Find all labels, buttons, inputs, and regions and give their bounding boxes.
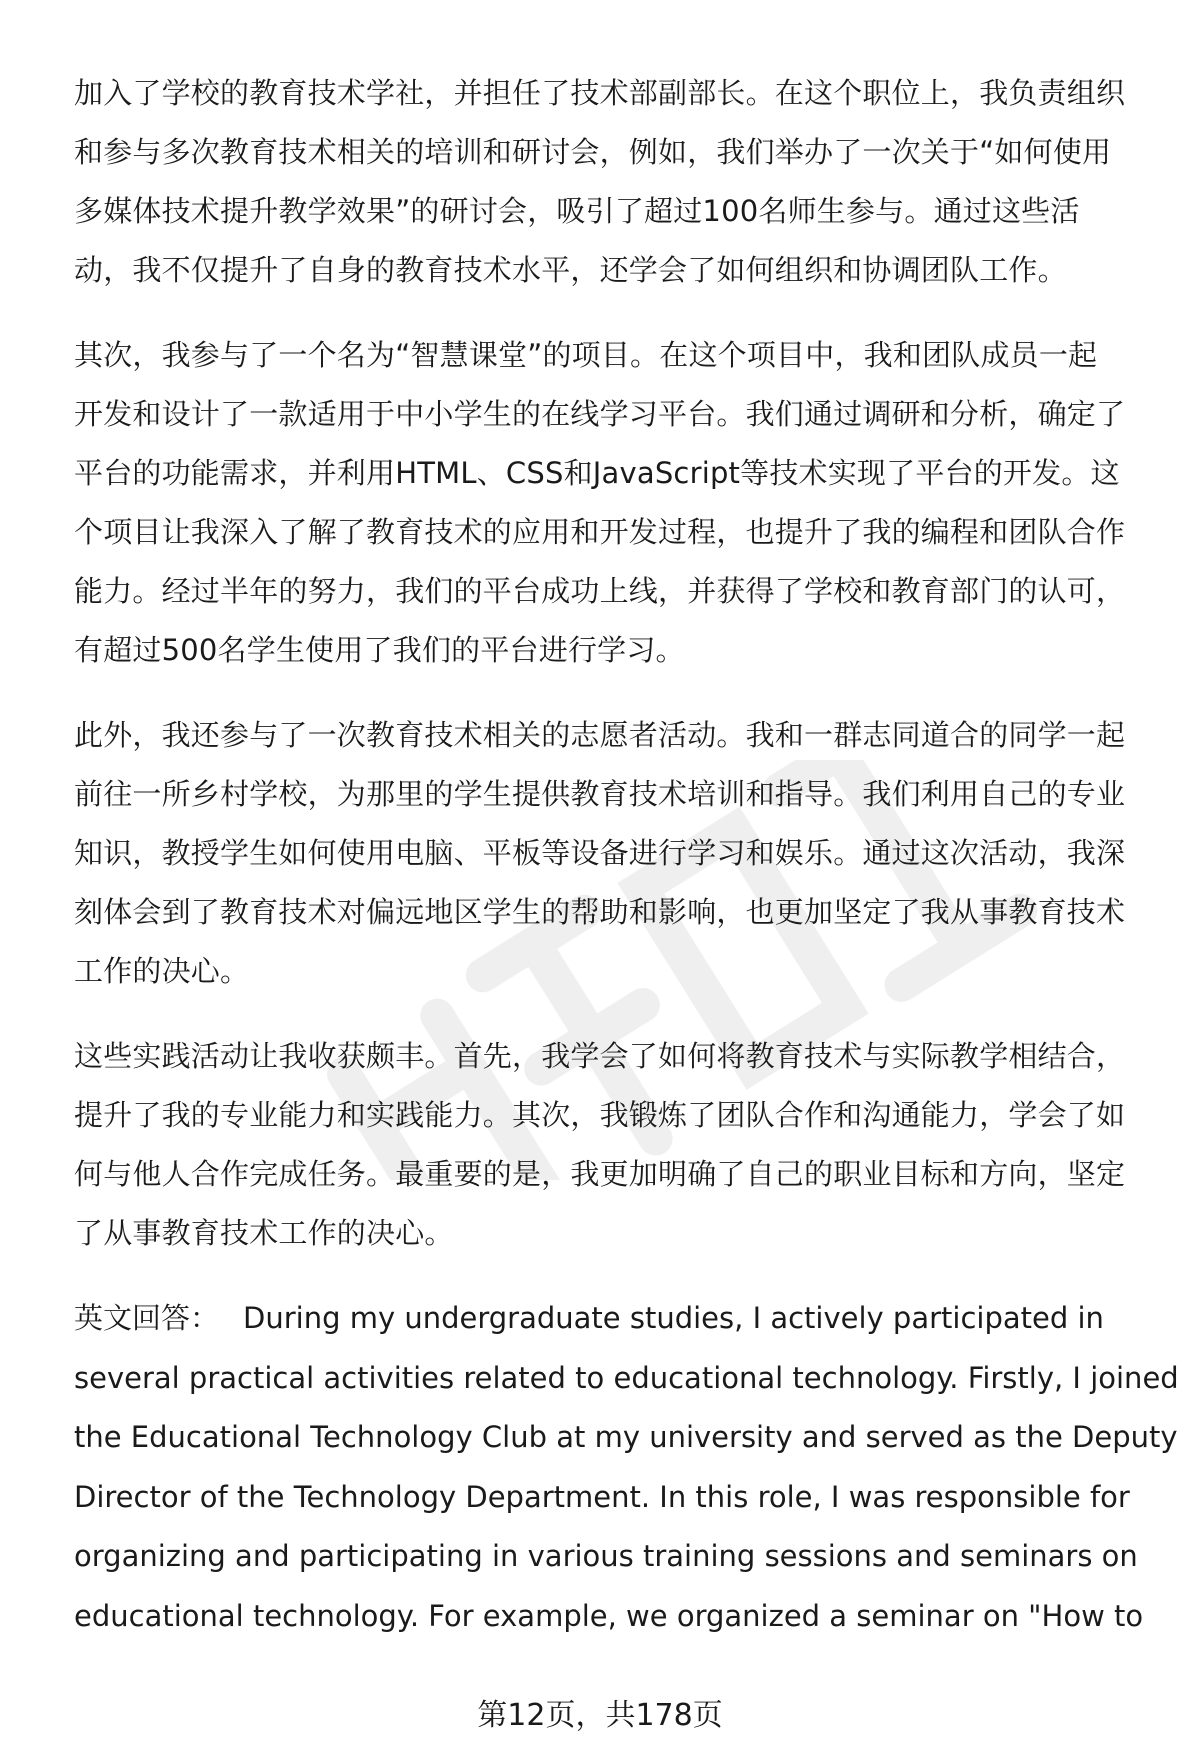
document-page bbox=[74, 64, 1179, 1672]
paragraph-english-answer bbox=[74, 1289, 1179, 1646]
text-line: Director of the Technology Department. In this role, I was responsible for bbox=[74, 1479, 1130, 1514]
text-line: 知识，教授学生如何使用电脑、平板等设备进行学习和娱乐。通过这次活动，我深 bbox=[74, 836, 1126, 870]
paragraph-summary bbox=[74, 1027, 1154, 1263]
text-line: 工作的决心。 bbox=[74, 954, 250, 988]
paragraph-volunteer bbox=[74, 706, 1154, 1001]
text-line: 这些实践活动让我收获颇丰。首先，我学会了如何将教育技术与实际教学相结合， bbox=[74, 1039, 1126, 1073]
text-line: 和参与多次教育技术相关的培训和研讨会，例如，我们举办了一次关于“如何使用 bbox=[74, 135, 1112, 169]
text-line: 刻体会到了教育技术对偏远地区学生的帮助和影响，也更加坚定了我从事教育技术 bbox=[74, 895, 1126, 929]
text-line: several practical activities related to educational technology. Firstly, I joined bbox=[74, 1360, 1179, 1395]
text-line: the Educational Technology Club at my university and served as the Deputy bbox=[74, 1420, 1178, 1454]
text-line: 个项目让我深入了解了教育技术的应用和开发过程，也提升了我的编程和团队合作 bbox=[74, 515, 1126, 549]
paragraph-smart-classroom bbox=[74, 326, 1154, 680]
text-line bbox=[74, 1289, 1154, 1349]
text-line: 加入了学校的教育技术学社，并担任了技术部副部长。在这个职位上，我负责组织 bbox=[74, 76, 1126, 110]
paragraph-club bbox=[74, 64, 1154, 300]
text-line: organizing and participating in various training sessions and seminars on bbox=[74, 1539, 1138, 1573]
text-line: 平台的功能需求，并利用HTML、CSS和JavaScript等技术实现了平台的开发。这 bbox=[74, 456, 1120, 490]
english-answer-label: 英文回答： bbox=[74, 1301, 220, 1335]
text-line: 能力。经过半年的努力，我们的平台成功上线，并获得了学校和教育部门的认可， bbox=[74, 574, 1126, 608]
text-line: educational technology. For example, we organized a seminar on "How to bbox=[74, 1598, 1144, 1633]
text-line: 何与他人合作完成任务。最重要的是，我更加明确了自己的职业目标和方向，坚定 bbox=[74, 1157, 1126, 1191]
text-line: 了从事教育技术工作的决心。 bbox=[74, 1216, 454, 1250]
text-line: 动，我不仅提升了自身的教育技术水平，还学会了如何组织和协调团队工作。 bbox=[74, 253, 1067, 287]
text-line: 有超过500名学生使用了我们的平台进行学习。 bbox=[74, 633, 685, 667]
page-number: 第12页，共178页 bbox=[477, 1698, 723, 1733]
text-line: 开发和设计了一款适用于中小学生的在线学习平台。我们通过调研和分析，确定了 bbox=[74, 397, 1126, 431]
text-line: 提升了我的专业能力和实践能力。其次，我锻炼了团队合作和沟通能力，学会了如 bbox=[74, 1098, 1126, 1132]
text-line: 此外，我还参与了一次教育技术相关的志愿者活动。我和一群志同道合的同学一起 bbox=[74, 718, 1126, 752]
text-line: 其次，我参与了一个名为“智慧课堂”的项目。在这个项目中，我和团队成员一起 bbox=[74, 338, 1098, 372]
text-line: 多媒体技术提升教学效果”的研讨会，吸引了超过100名师生参与。通过这些活 bbox=[74, 194, 1080, 228]
text-line: 前往一所乡村学校，为那里的学生提供教育技术培训和指导。我们利用自己的专业 bbox=[74, 777, 1126, 811]
english-first-line: During my undergraduate studies, I actively participated in bbox=[243, 1301, 1104, 1335]
